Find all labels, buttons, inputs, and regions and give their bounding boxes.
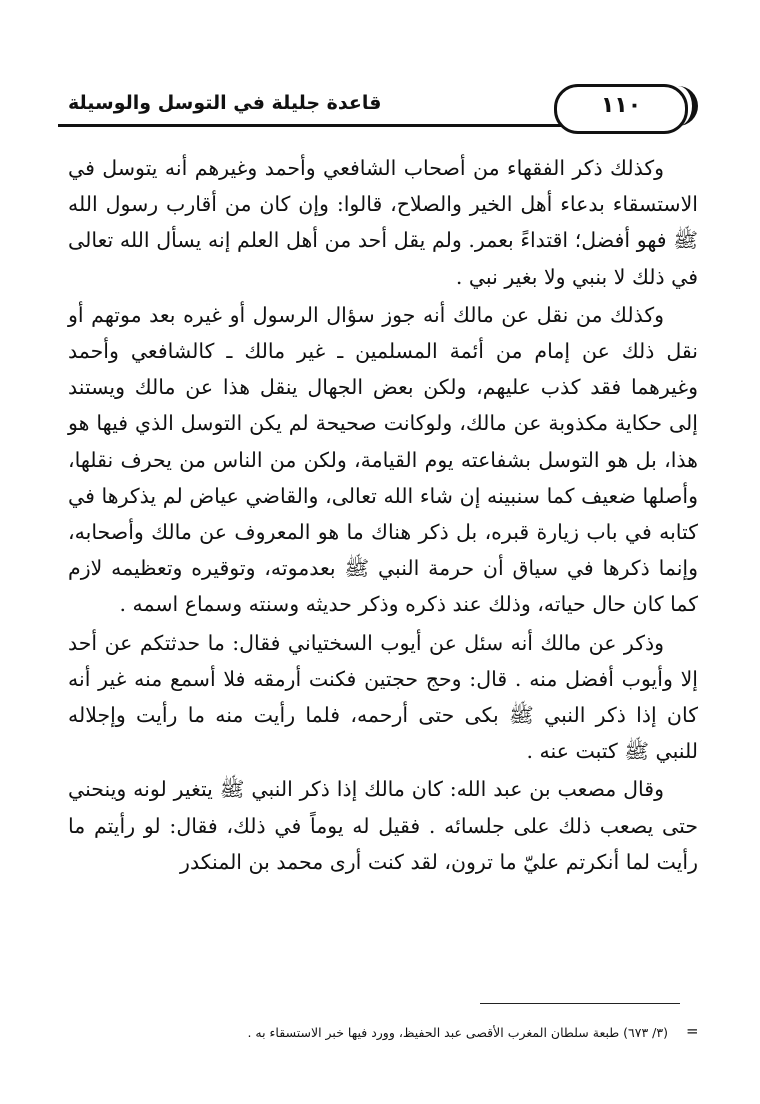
page-header (58, 78, 706, 142)
page-number-badge (554, 84, 688, 134)
page-number: ١١٠ (600, 93, 642, 118)
paragraph: وكذلك من نقل عن مالك أنه جوز سؤال الرسول أو غيره بعد موتهم أو نقل ذلك عن إمام من أئمة المسلمين ـ غير مالك ـ كالشافعي وأحمد وغيرهما فقد كذب عليهم، ولكن بعض الجهال ينقل هذا عن مالك ويستند إلى حكاية مكذوبة عن مالك، ولوكانت صحيحة لم يكن التوسل الذي فيها هو هذا، بل هو التوسل بشفاعته يوم القيامة، ولكن من الناس من يحرف نقلها، وأصلها ضعيف كما سنبينه إن شاء الله تعالى، والقاضي عياض لم يذكرها في كتابه في باب زيارة قبره، بل ذكر هناك ما هو المعروف عن مالك وأصحابه، وإنما ذكرها في سياق أن حرمة النبي ﷺ بعدموته، وتوقيره وتعظيمه لازم كما كان حال حياته، وذلك عند ذكره وذكر حديثه وسنته وسماع اسمه . (68, 302, 698, 617)
paragraph: وقال مصعب بن عبد الله: كان مالك إذا ذكر النبي ﷺ يتغير لونه وينحني حتى يصعب ذلك على جلسائه . فقيل له يوماً في ذلك، فقال: لو رأيتم ما رأيت لما أنكرتم عليّ ما ترون، لقد كنت أرى محمد بن المنكدر (68, 777, 698, 874)
running-title: قاعدة جليلة في التوسل والوسيلة (68, 92, 382, 114)
header-rule (58, 124, 618, 127)
body-text (68, 150, 698, 880)
footnote-continuation-mark: = (686, 1022, 699, 1040)
footnote: (٣/ ٦٧٣) طبعة سلطان المغرب الأقصى عبد الحفيظ، وورد فيها خبر الاستسقاء به . (247, 1025, 668, 1040)
paragraph: وكذلك ذكر الفقهاء من أصحاب الشافعي وأحمد وغيرهم أنه يتوسل في الاستسقاء بدعاء أهل الخير والصلاح، قالوا: وإن كان من أقارب رسول الله ﷺ فهو أفضل؛ اقتداءً بعمر. ولم يقل أحد من أهل العلم إنه يسأل الله تعالى في ذلك لا بنبي ولا بغير نبي . (68, 156, 698, 289)
paragraph: وذكر عن مالك أنه سئل عن أيوب السختياني فقال: ما حدثتكم عن أحد إلا وأيوب أفضل منه . قال: وحج حجتين فكنت أرمقه فلا أسمع منه غير أنه كان إذا ذكر النبي ﷺ بكى حتى أرحمه، فلما رأيت منه ما رأيت وإجلاله للنبي ﷺ كتبت عنه . (68, 630, 698, 764)
footnote-separator (480, 1003, 680, 1004)
